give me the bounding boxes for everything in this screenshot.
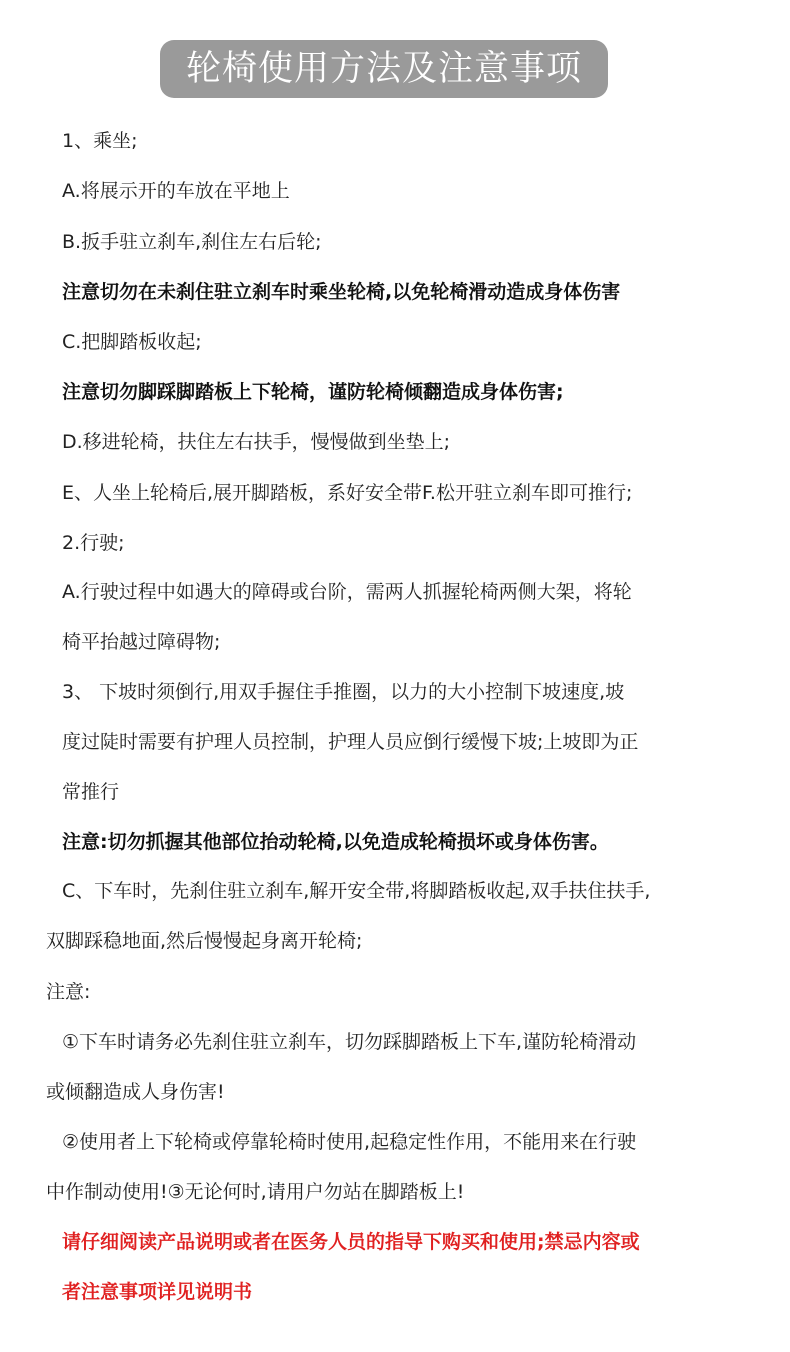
section-3-line-3: 常推行 (62, 781, 120, 803)
step-a: A.将展示开的车放在平地上 (62, 180, 290, 202)
notes-heading: 注意: (46, 981, 91, 1003)
disclaimer-line-2: 者注意事项详见说明书 (62, 1281, 253, 1303)
note-1-line-2: 或倾翻造成人身伤害! (46, 1081, 225, 1103)
drive-step-a-line-2: 椅平抬越过障碍物; (62, 631, 221, 653)
warning-line-2: 注意切勿脚踩脚踏板上下轮椅，谨防轮椅倾翻造成身体伤害; (62, 381, 564, 403)
page-title: 轮椅使用方法及注意事项 (160, 40, 608, 98)
drive-step-a-line-1: A.行驶过程中如遇大的障碍或台阶，需两人抓握轮椅两侧大架，将轮 (62, 581, 632, 603)
note-2-line-2: 中作制动使用!③无论何时,请用户勿站在脚踏板上! (46, 1181, 465, 1203)
section-3-line-1: 3、 下坡时须倒行,用双手握住手推圈，以力的大小控制下坡速度,坡 (62, 681, 625, 703)
step-c: C.把脚踏板收起; (62, 331, 202, 353)
step-e: E、人坐上轮椅后,展开脚踏板，系好安全带F.松开驻立刹车即可推行; (62, 482, 633, 504)
warning-line-1: 注意切勿在未刹住驻立刹车时乘坐轮椅,以免轮椅滑动造成身体伤害 (62, 281, 621, 303)
section-heading-1: 1、乘坐; (62, 130, 138, 152)
step-d: D.移进轮椅，扶住左右扶手，慢慢做到坐垫上; (62, 431, 451, 453)
exit-step-line-2: 双脚踩稳地面,然后慢慢起身离开轮椅; (46, 930, 363, 952)
section-heading-2: 2.行驶; (62, 532, 125, 554)
section-3-line-2: 度过陡时需要有护理人员控制，护理人员应倒行缓慢下坡;上坡即为正 (62, 731, 639, 753)
disclaimer-line-1: 请仔细阅读产品说明或者在医务人员的指导下购买和使用;禁忌内容或 (62, 1231, 640, 1253)
note-1-line-1: ①下车时请务必先刹住驻立刹车，切勿踩脚踏板上下车,谨防轮椅滑动 (62, 1031, 637, 1053)
note-2-line-1: ②使用者上下轮椅或停靠轮椅时使用,起稳定性作用，不能用来在行驶 (62, 1131, 637, 1153)
warning-line-3: 注意:切勿抓握其他部位抬动轮椅,以免造成轮椅损坏或身体伤害。 (62, 831, 609, 853)
step-b: B.扳手驻立刹车,刹住左右后轮; (62, 231, 322, 253)
exit-step-line-1: C、下车时，先刹住驻立刹车,解开安全带,将脚踏板收起,双手扶住扶手, (62, 880, 651, 902)
